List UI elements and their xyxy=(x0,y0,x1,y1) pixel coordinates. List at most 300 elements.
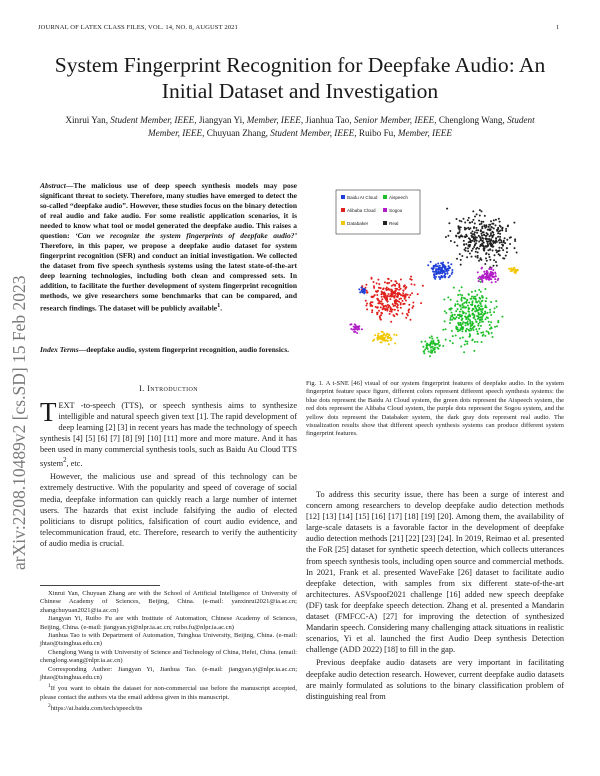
index-terms xyxy=(40,345,297,355)
tsne-point-baidu xyxy=(427,264,429,266)
tsne-point-real xyxy=(506,247,508,249)
tsne-point-real xyxy=(490,232,492,234)
tsne-point-alibaba xyxy=(385,308,387,310)
tsne-point-aispeech xyxy=(459,330,461,332)
tsne-point-aispeech xyxy=(463,302,465,304)
tsne-point-aispeech xyxy=(451,308,453,310)
tsne-point-baidu xyxy=(435,264,437,266)
tsne-point-aispeech xyxy=(485,300,487,302)
tsne-point-alibaba xyxy=(376,294,378,296)
tsne-point-real xyxy=(486,260,488,262)
tsne-point-real xyxy=(486,235,488,237)
footnote-mark: 1 xyxy=(48,683,51,690)
tsne-point-alibaba xyxy=(388,305,390,307)
tsne-point-aispeech xyxy=(487,312,489,314)
tsne-point-aispeech xyxy=(473,316,475,318)
tsne-point-real xyxy=(472,219,474,221)
tsne-point-real xyxy=(475,227,477,229)
tsne-point-alibaba xyxy=(394,280,396,282)
tsne-point-real xyxy=(474,234,476,236)
tsne-point-real xyxy=(478,235,480,237)
tsne-point-aispeech xyxy=(473,350,475,352)
tsne-point-alibaba xyxy=(402,292,404,294)
footnote: Xinrui Yan, Chuyuan Zhang are with the School of Artificial Intelligence of University of Chinese Academy of Sciences, Beijing, China. (e-mail: yanxinrui2021@ia.ac.cn; zhangchuyuan2021@ia.ac.cn) xyxy=(40,590,297,614)
tsne-point-alibaba xyxy=(391,294,393,296)
tsne-point-real xyxy=(490,238,492,240)
tsne-point-real xyxy=(456,258,458,260)
tsne-point-alibaba xyxy=(420,302,422,304)
tsne-point-aispeech xyxy=(429,355,431,357)
author-name: Chuyuan Zhang, xyxy=(206,128,268,138)
tsne-point-real xyxy=(483,231,485,233)
tsne-point-real xyxy=(496,265,498,267)
legend-swatch-sogou xyxy=(383,208,387,212)
tsne-point-real xyxy=(477,251,479,253)
tsne-point-aispeech xyxy=(422,346,424,348)
tsne-point-alibaba xyxy=(387,278,389,280)
tsne-point-alibaba xyxy=(391,311,393,313)
tsne-point-aispeech xyxy=(492,336,494,338)
tsne-point-real xyxy=(465,234,467,236)
tsne-point-real xyxy=(475,248,477,250)
tsne-point-alibaba xyxy=(394,284,396,286)
figure-caption: Fig. 1. A t-SNE [46] visual of our system fingerprint features of deepfake audio. In the system fingerprint feature space figure, different colors represent different speech synthesis systems: the blue dots represent the Baidu Ai Cloud system, the green dots represent the Aispeech system, the red dots represent the Alibaba Cloud system, the purple dots represent the Sogou system, and the yellow dots represent the Databaker system, the dark gray dots represent real audio. The visualization results show that different speech synthesis systems can produce different system fingerprint features. xyxy=(306,380,564,438)
tsne-point-baidu xyxy=(434,266,436,268)
tsne-point-aispeech xyxy=(427,348,429,350)
tsne-point-real xyxy=(499,221,501,223)
tsne-point-real xyxy=(446,208,448,210)
tsne-point-real xyxy=(473,227,475,229)
tsne-point-sogou xyxy=(481,281,483,283)
tsne-point-aispeech xyxy=(468,315,470,317)
tsne-point-aispeech xyxy=(476,341,478,343)
tsne-point-sogou xyxy=(483,271,485,273)
tsne-point-aispeech xyxy=(457,314,459,316)
tsne-point-real xyxy=(493,227,495,229)
tsne-point-alibaba xyxy=(378,302,380,304)
tsne-point-aispeech xyxy=(444,320,446,322)
tsne-point-sogou xyxy=(486,273,488,275)
tsne-point-sogou xyxy=(485,276,487,278)
tsne-point-sogou xyxy=(487,276,489,278)
tsne-point-aispeech xyxy=(457,330,459,332)
tsne-point-sogou xyxy=(353,326,355,328)
tsne-point-real xyxy=(496,229,498,231)
tsne-point-sogou xyxy=(350,328,352,330)
tsne-point-sogou xyxy=(486,270,488,272)
page-number: 1 xyxy=(556,24,560,31)
tsne-point-real xyxy=(501,229,503,231)
legend-label-real: Real xyxy=(389,221,399,226)
tsne-point-aispeech xyxy=(462,310,464,312)
tsne-point-alibaba xyxy=(373,281,375,283)
tsne-point-sogou xyxy=(357,327,359,329)
tsne-point-databaker xyxy=(514,271,516,273)
tsne-point-real xyxy=(488,229,490,231)
tsne-point-real xyxy=(459,237,461,239)
tsne-point-real xyxy=(480,229,482,231)
tsne-point-alibaba xyxy=(411,292,413,294)
tsne-point-alibaba xyxy=(394,309,396,311)
tsne-point-aispeech xyxy=(466,302,468,304)
tsne-point-real xyxy=(459,253,461,255)
tsne-point-aispeech xyxy=(480,291,482,293)
tsne-point-aispeech xyxy=(476,321,478,323)
tsne-point-real xyxy=(492,232,494,234)
tsne-point-baidu xyxy=(441,263,443,265)
tsne-point-aispeech xyxy=(454,318,456,320)
tsne-point-databaker xyxy=(508,268,510,270)
tsne-point-alibaba xyxy=(396,306,398,308)
tsne-point-aispeech xyxy=(432,348,434,350)
tsne-point-alibaba xyxy=(408,296,410,298)
tsne-point-databaker xyxy=(378,337,380,339)
tsne-point-aispeech xyxy=(471,291,473,293)
tsne-point-alibaba xyxy=(383,305,385,307)
tsne-point-aispeech xyxy=(476,294,478,296)
tsne-point-aispeech xyxy=(488,321,490,323)
tsne-point-aispeech xyxy=(468,318,470,320)
tsne-point-real xyxy=(469,222,471,224)
tsne-point-real xyxy=(468,228,470,230)
tsne-point-baidu xyxy=(363,292,365,294)
tsne-point-aispeech xyxy=(459,337,461,339)
tsne-point-aispeech xyxy=(465,330,467,332)
tsne-point-aispeech xyxy=(491,327,493,329)
tsne-point-alibaba xyxy=(371,277,373,279)
tsne-point-real xyxy=(488,226,490,228)
tsne-point-aispeech xyxy=(470,329,472,331)
tsne-point-aispeech xyxy=(501,316,503,318)
tsne-point-aispeech xyxy=(452,342,454,344)
author-role: Senior Member, IEEE, xyxy=(353,115,437,125)
footnote: Jiangyan Yi, Ruibo Fu are with Institute of Automation, Chinese Academy of Sciences, Beijing, China. (e-mail: jiangyan.yi@nlpr.ia.ac.cn; ruibo.fu@nlpr.ia.ac.cn) xyxy=(40,615,297,631)
tsne-point-aispeech xyxy=(424,341,426,343)
tsne-point-alibaba xyxy=(395,299,397,301)
tsne-point-aispeech xyxy=(450,317,452,319)
tsne-point-real xyxy=(489,259,491,261)
tsne-point-alibaba xyxy=(394,303,396,305)
tsne-point-real xyxy=(465,250,467,252)
tsne-point-aispeech xyxy=(465,324,467,326)
tsne-point-alibaba xyxy=(414,284,416,286)
tsne-point-real xyxy=(488,253,490,255)
tsne-point-aispeech xyxy=(467,324,469,326)
tsne-point-alibaba xyxy=(390,308,392,310)
tsne-point-real xyxy=(480,257,482,259)
tsne-point-alibaba xyxy=(397,300,399,302)
tsne-point-databaker xyxy=(387,340,389,342)
introduction xyxy=(40,397,297,549)
tsne-point-aispeech xyxy=(461,319,463,321)
tsne-point-aispeech xyxy=(423,351,425,353)
tsne-point-aispeech xyxy=(486,297,488,299)
tsne-point-alibaba xyxy=(400,298,402,300)
tsne-point-aispeech xyxy=(471,303,473,305)
tsne-point-aispeech xyxy=(431,338,433,340)
tsne-point-sogou xyxy=(361,328,363,330)
tsne-point-baidu xyxy=(449,267,451,269)
tsne-point-aispeech xyxy=(474,305,476,307)
tsne-point-aispeech xyxy=(472,300,474,302)
tsne-point-alibaba xyxy=(379,315,381,317)
tsne-point-real xyxy=(493,259,495,261)
tsne-point-alibaba xyxy=(406,313,408,315)
tsne-point-aispeech xyxy=(478,289,480,291)
tsne-point-real xyxy=(475,251,477,253)
tsne-point-real xyxy=(483,249,485,251)
tsne-point-aispeech xyxy=(438,345,440,347)
tsne-point-alibaba xyxy=(381,291,383,293)
tsne-point-real xyxy=(476,229,478,231)
tsne-point-databaker xyxy=(377,339,379,341)
tsne-point-aispeech xyxy=(486,330,488,332)
tsne-point-aispeech xyxy=(461,297,463,299)
tsne-point-real xyxy=(473,246,475,248)
tsne-point-alibaba xyxy=(366,292,368,294)
tsne-point-aispeech xyxy=(461,286,463,288)
tsne-point-alibaba xyxy=(390,321,392,323)
tsne-point-real xyxy=(492,246,494,248)
tsne-point-alibaba xyxy=(381,292,383,294)
author-name: Ruibo Fu, xyxy=(358,128,396,138)
tsne-point-alibaba xyxy=(389,298,391,300)
tsne-point-aispeech xyxy=(464,298,466,300)
tsne-point-aispeech xyxy=(456,300,458,302)
tsne-point-aispeech xyxy=(480,311,482,313)
legend-swatch-databaker xyxy=(341,221,345,225)
tsne-point-aispeech xyxy=(469,335,471,337)
tsne-point-real xyxy=(493,219,495,221)
tsne-point-real xyxy=(484,247,486,249)
tsne-point-databaker xyxy=(373,339,375,341)
footnote xyxy=(40,702,297,714)
tsne-point-aispeech xyxy=(477,315,479,317)
tsne-point-aispeech xyxy=(445,312,447,314)
tsne-point-alibaba xyxy=(412,302,414,304)
tsne-point-sogou xyxy=(490,271,492,273)
tsne-point-alibaba xyxy=(390,280,392,282)
tsne-point-aispeech xyxy=(481,305,483,307)
tsne-point-real xyxy=(488,238,490,240)
body-paragraph: Previous deepfake audio datasets are very important in facilitating deepfake audio detection research. However, current deepfake audio datasets are mainly formulated as solutions to the binary classification problem of distinguishing real from xyxy=(306,658,564,701)
tsne-point-aispeech xyxy=(491,332,493,334)
tsne-point-alibaba xyxy=(398,283,400,285)
tsne-point-real xyxy=(456,218,458,220)
tsne-point-alibaba xyxy=(409,294,411,296)
tsne-point-baidu xyxy=(444,274,446,276)
tsne-point-baidu xyxy=(437,265,439,267)
tsne-point-aispeech xyxy=(449,319,451,321)
tsne-point-real xyxy=(465,247,467,249)
tsne-point-real xyxy=(459,220,461,222)
section-number: I. xyxy=(138,384,145,393)
tsne-point-real xyxy=(472,230,474,232)
tsne-point-alibaba xyxy=(405,317,407,319)
abstract: Abstract—The malicious use of deep speech synthesis models may pose significant threat to society. Therefore, many studies have emerged to detect the so-called “deepfake audio”. However, these studies focus on the binary detection of real audio and fake audio. For some realistic application scenarios, it is needed to know what tool or model generated the deepfake audio. This raises a question: ‘Can we recognize the system fingerprints of deepfake audio?’ Therefore, in this paper, we propose a deepfake audio dataset for system fingerprint recognition (SFR) and conduct an initial investigation. We collected the dataset from five speech synthesis systems using the latest state-of-the-art deep learning technologies, including both clean and compressed sets. In addition, to facilitate the further development of system fingerprint recognition methods, we give researchers some benchmarks that can be compared, and research findings. The dataset will be publicly available$^1$. xyxy=(40,181,297,313)
tsne-point-aispeech xyxy=(481,316,483,318)
tsne-point-sogou xyxy=(481,279,483,281)
tsne-point-real xyxy=(490,244,492,246)
tsne-point-baidu xyxy=(358,288,360,290)
tsne-point-sogou xyxy=(477,271,479,273)
tsne-point-aispeech xyxy=(462,326,464,328)
tsne-point-aispeech xyxy=(477,312,479,314)
tsne-point-baidu xyxy=(441,276,443,278)
tsne-point-real xyxy=(479,245,481,247)
tsne-point-aispeech xyxy=(473,297,475,299)
tsne-point-aispeech xyxy=(434,351,436,353)
tsne-point-aispeech xyxy=(484,311,486,313)
tsne-point-aispeech xyxy=(455,310,457,312)
tsne-point-aispeech xyxy=(471,310,473,312)
tsne-point-real xyxy=(481,223,483,225)
tsne-point-aispeech xyxy=(475,298,477,300)
tsne-point-real xyxy=(471,250,473,252)
tsne-point-alibaba xyxy=(388,289,390,291)
tsne-point-aispeech xyxy=(477,333,479,335)
tsne-point-real xyxy=(465,243,467,245)
footnote-mark: 2 xyxy=(63,457,67,465)
tsne-point-real xyxy=(497,227,499,229)
tsne-point-real xyxy=(479,215,481,217)
tsne-point-aispeech xyxy=(484,306,486,308)
tsne-point-aispeech xyxy=(479,298,481,300)
tsne-point-aispeech xyxy=(471,328,473,330)
tsne-point-databaker xyxy=(386,333,388,335)
tsne-point-aispeech xyxy=(458,317,460,319)
tsne-point-real xyxy=(494,241,496,243)
tsne-point-real xyxy=(458,227,460,229)
tsne-point-real xyxy=(463,244,465,246)
tsne-point-aispeech xyxy=(460,346,462,348)
tsne-point-aispeech xyxy=(472,313,474,315)
tsne-point-real xyxy=(478,260,480,262)
tsne-point-aispeech xyxy=(490,321,492,323)
intro-paragraph: However, the malicious use and spread of this technology can be extremely destructive. With the popularity and speed of coverage of social media, deepfake information can quickly reach a large number of internet users. The hazards that exist include falsifying the audio of elected politicians to disrupt politics, falsification of court audio evidence, and telecommunication fraud, etc. Therefore, research to verify the authenticity of audio media is crucial. xyxy=(40,472,297,548)
tsne-point-aispeech xyxy=(468,329,470,331)
tsne-point-aispeech xyxy=(453,287,455,289)
tsne-point-baidu xyxy=(443,271,445,273)
tsne-point-sogou xyxy=(491,267,493,269)
tsne-point-aispeech xyxy=(461,300,463,302)
tsne-point-real xyxy=(488,224,490,226)
abstract-question: Can we recognize the system fingerprints of deepfake audio? xyxy=(77,231,295,240)
tsne-point-real xyxy=(469,245,471,247)
tsne-point-real xyxy=(464,222,466,224)
author-name: Xinrui Yan, xyxy=(65,115,108,125)
tsne-point-aispeech xyxy=(490,314,492,316)
tsne-figure xyxy=(332,186,544,372)
tsne-point-real xyxy=(482,240,484,242)
tsne-point-real xyxy=(463,218,465,220)
tsne-point-aispeech xyxy=(445,328,447,330)
tsne-point-real xyxy=(459,231,461,233)
tsne-point-sogou xyxy=(349,324,351,326)
tsne-point-alibaba xyxy=(371,311,373,313)
tsne-point-aispeech xyxy=(430,342,432,344)
footnote: Chenglong Wang is with University of Science and Technology of China, Hefei, China. (email: chenglong.wang@nlpr.ia.ac.cn) xyxy=(40,648,297,665)
tsne-point-baidu xyxy=(364,289,366,291)
tsne-point-aispeech xyxy=(476,331,478,333)
tsne-point-aispeech xyxy=(464,307,466,309)
tsne-point-real xyxy=(502,249,504,251)
tsne-point-baidu xyxy=(451,273,453,275)
tsne-point-real xyxy=(478,220,480,222)
tsne-point-alibaba xyxy=(382,308,384,310)
intro-paragraph xyxy=(40,397,297,469)
tsne-point-real xyxy=(477,255,479,257)
tsne-point-real xyxy=(475,242,477,244)
tsne-point-real xyxy=(490,234,492,236)
tsne-point-alibaba xyxy=(412,305,414,307)
intro-lead: EXT xyxy=(58,401,75,410)
section-title: Introduction xyxy=(147,384,199,393)
tsne-point-baidu xyxy=(430,261,432,263)
tsne-point-aispeech xyxy=(484,335,486,337)
author-name: Chenglong Wang, xyxy=(438,115,505,125)
tsne-point-alibaba xyxy=(395,288,397,290)
tsne-point-aispeech xyxy=(461,316,463,318)
tsne-point-aispeech xyxy=(473,308,475,310)
tsne-point-alibaba xyxy=(402,313,404,315)
tsne-point-aispeech xyxy=(451,330,453,332)
tsne-point-alibaba xyxy=(366,308,368,310)
tsne-point-aispeech xyxy=(496,306,498,308)
tsne-point-alibaba xyxy=(365,300,367,302)
legend-swatch-real xyxy=(383,221,387,225)
tsne-point-aispeech xyxy=(486,316,488,318)
tsne-point-real xyxy=(490,220,492,222)
tsne-point-baidu xyxy=(438,276,440,278)
tsne-point-aispeech xyxy=(471,298,473,300)
tsne-point-real xyxy=(494,254,496,256)
tsne-point-alibaba xyxy=(410,319,412,321)
tsne-point-aispeech xyxy=(476,301,478,303)
tsne-point-alibaba xyxy=(389,313,391,315)
tsne-point-real xyxy=(490,226,492,228)
tsne-point-aispeech xyxy=(461,330,463,332)
legend-label-sogou: Sogou xyxy=(389,208,403,213)
tsne-point-real xyxy=(507,225,509,227)
tsne-point-real xyxy=(484,225,486,227)
tsne-point-real xyxy=(499,236,501,238)
tsne-point-real xyxy=(476,232,478,234)
tsne-point-aispeech xyxy=(445,339,447,341)
tsne-point-real xyxy=(471,256,473,258)
tsne-point-aispeech xyxy=(468,302,470,304)
tsne-point-alibaba xyxy=(400,307,402,309)
tsne-point-real xyxy=(514,247,516,249)
tsne-point-aispeech xyxy=(426,343,428,345)
tsne-point-alibaba xyxy=(409,278,411,280)
tsne-point-real xyxy=(485,253,487,255)
tsne-point-real xyxy=(509,243,511,245)
tsne-point-real xyxy=(485,224,487,226)
tsne-point-aispeech xyxy=(463,351,465,353)
tsne-point-alibaba xyxy=(378,300,380,302)
tsne-point-databaker xyxy=(388,343,390,345)
tsne-point-aispeech xyxy=(465,322,467,324)
tsne-point-aispeech xyxy=(481,295,483,297)
tsne-point-real xyxy=(466,256,468,258)
tsne-point-aispeech xyxy=(443,299,445,301)
tsne-point-aispeech xyxy=(433,343,435,345)
tsne-point-alibaba xyxy=(376,282,378,284)
tsne-point-sogou xyxy=(490,278,492,280)
tsne-point-aispeech xyxy=(466,299,468,301)
tsne-point-real xyxy=(467,219,469,221)
